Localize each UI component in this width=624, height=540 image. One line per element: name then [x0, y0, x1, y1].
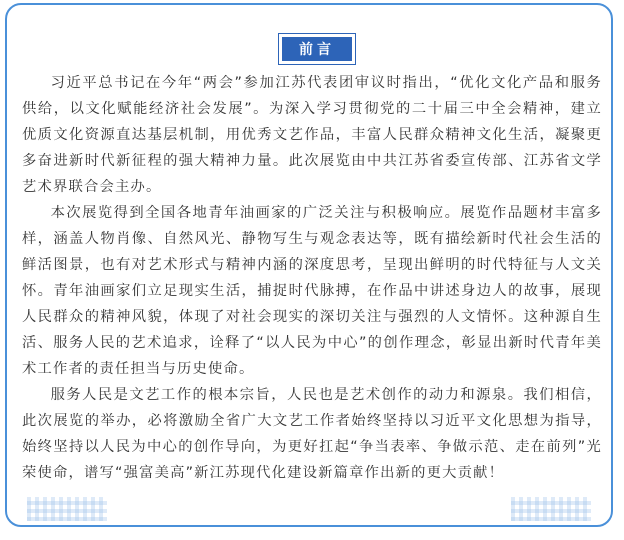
paragraph-2: 本次展览得到全国各地青年油画家的广泛关注与积极响应。展览作品题材丰富多样，涵盖人物肖像、自然风光、静物写生与观念表达等，既有描绘新时代社会生活的鲜活图景，也有对艺术形式与精神内涵的深度思考，呈现出鲜明的时代特征与人文关怀。青年油画家们立足现实生活，捕捉时代脉搏，在作品中讲述身边人的故事，展现人民群众的精神风貌，体现了对社会现实的深切关注与强烈的人文情怀。这种源自生活、服务人民的艺术追求，诠释了“以人民为中心”的创作理念，彰显出新时代青年美术工作者的责任担当与历史使命。 — [22, 205, 602, 377]
decorative-pattern-left — [27, 497, 107, 521]
paragraph-1: 习近平总书记在今年“两会”参加江苏代表团审议时指出，“优化文化产品和服务供给，以文化赋能经济社会发展”。为深入学习贯彻党的二十届三中全会精神，建立优质文化资源直达基层机制，用优秀文艺作品，丰富人民群众精神文化生活，凝聚更多奋进新时代新征程的强大精神力量。此次展览由中共江苏省委宣传部、江苏省文学艺术界联合会主办。 — [22, 75, 602, 195]
decorative-pattern-right — [511, 497, 591, 521]
preface-body — [22, 70, 602, 486]
page-title: 前言 — [282, 37, 352, 61]
paragraph-3: 服务人民是文艺工作的根本宗旨，人民也是艺术创作的动力和源泉。我们相信，此次展览的举办，必将激励全省广大文艺工作者始终坚持以习近平文化思想为指导，始终坚持以人民为中心的创作导向，为更好扛起“争当表率、争做示范、走在前列”光荣使命，谱写“强富美高”新江苏现代化建设新篇章作出新的更大贡献！ — [22, 387, 602, 481]
title-badge — [278, 33, 356, 65]
